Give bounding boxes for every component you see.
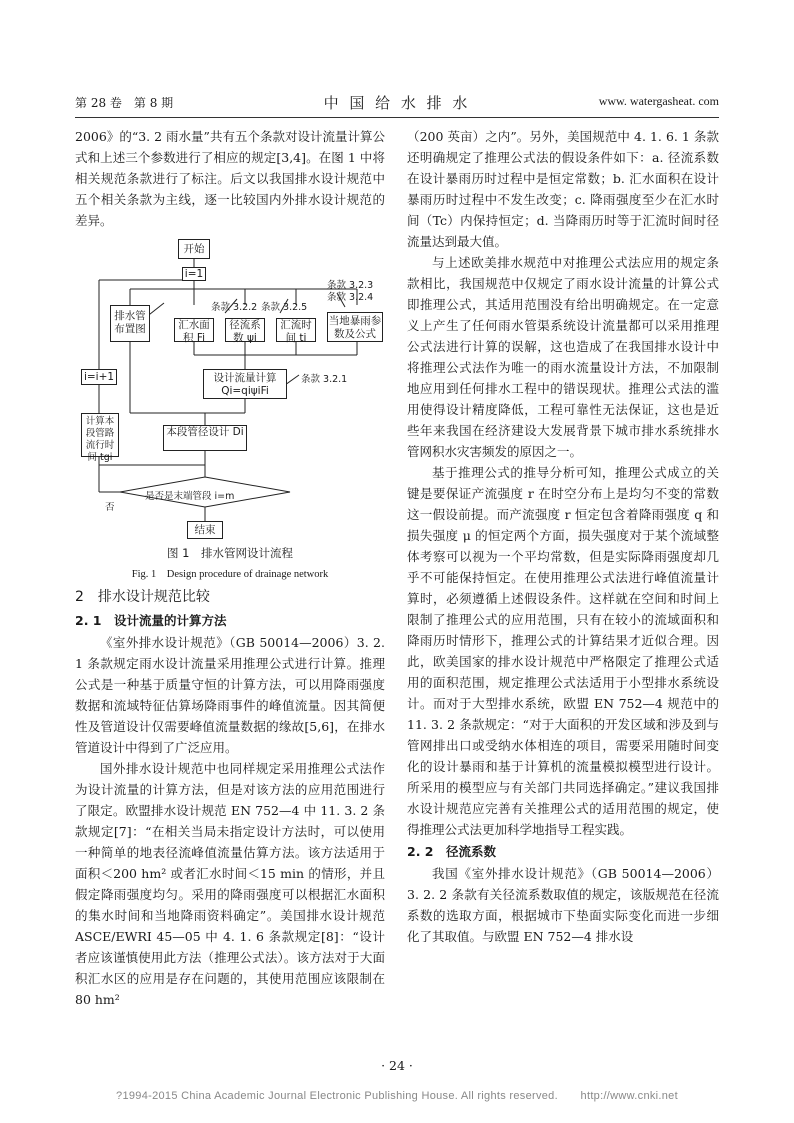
running-header bbox=[75, 92, 719, 112]
flow-init: i=1 bbox=[182, 267, 206, 281]
paragraph: 2006》的“3. 2 雨水量”共有五个条款对设计流量计算公式和上述三个参数进行了相应的规定[3,4]。在图 1 中将相关规范条款进行了标注。后文以我国排水设计规范中五个相关条款为主线，逐一比较国内外排水设计规范的差异。 bbox=[75, 129, 385, 228]
clause-label: 条款 3.2.5 bbox=[261, 302, 308, 313]
subsection-heading: 2. 2 径流系数 bbox=[407, 844, 496, 859]
flowchart-figure bbox=[75, 235, 385, 543]
page-number: · 24 · bbox=[381, 1058, 413, 1073]
flow-layout: 排水管布置图 bbox=[110, 305, 150, 342]
copyright-footer: ?1994-2015 China Academic Journal Electronic Publishing House. All rights reserved. http://www.cnki.net bbox=[116, 1090, 678, 1102]
figure-caption-en: Fig. 1 Design procedure of drainage network bbox=[131, 569, 329, 580]
clause-label: 条款 3.2.3 bbox=[327, 280, 374, 291]
flow-pipe-design: 本段管径设计 Di bbox=[163, 425, 247, 451]
flow-end: 结束 bbox=[187, 521, 223, 539]
right-column bbox=[407, 126, 719, 947]
journal-website: www. watergasheat. com bbox=[598, 94, 719, 108]
header-rule bbox=[75, 117, 719, 118]
paragraph: （200 英亩）之内”。另外，美国规范中 4. 1. 6. 1 条款还明确规定了推理公式法的假设条件如下：a. 径流系数在设计暴雨历时过程中是恒定常数；b. 汇水面积在设计暴雨历时过程中不发生改变；c. 降雨强度至少在汇水时间（Tc）内保持恒定；d. 当降雨历时等于汇流时间时径流量达到最大值。 bbox=[407, 129, 719, 249]
subsection-heading: 2. 1 设计流量的计算方法 bbox=[75, 613, 227, 628]
section-heading: 2 排水设计规范比较 bbox=[75, 589, 210, 605]
paragraph: 《室外排水设计规范》（GB 50014—2006）3. 2. 1 条款规定雨水设计流量采用推理公式进行计算。推理公式是一种基于质量守恒的计算方法，可以用降雨强度数据和流域特征估算场降雨事件的峰值流量。因其简便性及管道设计仅需要峰值流量数据的缘故[5,6]，在排水管道设计中得到了广泛应用。 bbox=[75, 635, 385, 755]
volume-issue: 第 28 卷 第 8 期 bbox=[75, 96, 174, 110]
figure-caption-cn: 图 1 排水管网设计流程 bbox=[167, 546, 293, 560]
flow-time: 汇流时间 ti bbox=[276, 318, 316, 342]
journal-title: 中 国 给 水 排 水 bbox=[323, 94, 471, 112]
paragraph: 我国《室外排水设计规范》（GB 50014—2006）3. 2. 2 条款有关径流系数取值的规定，该版规范在径流系数的选取方面，根据城市下垫面实际变化而进一步细化了其取值。与欧盟 EN 752—4 排水设 bbox=[407, 866, 719, 944]
flow-coefficient: 径流系数 ψi bbox=[225, 318, 265, 342]
flow-travel-time: 计算本段管路流行时间 tgi bbox=[81, 413, 119, 457]
flow-start: 开始 bbox=[178, 239, 210, 259]
clause-label: 条款 3.2.1 bbox=[301, 374, 348, 385]
left-column bbox=[75, 126, 385, 1010]
flow-area: 汇水面积 Fi bbox=[174, 318, 214, 342]
flow-rain-params: 当地暴雨参数及公式 bbox=[327, 312, 383, 342]
paragraph: 基于推理公式的推导分析可知，推理公式成立的关键是要保证产流强度 r 在时空分布上是均匀不变的常数这一假设前提。而产流强度 r 恒定包含着降雨强度 q 和损失强度 μ 的恒定两个方面，损失强度对于某个流域整体考察可以视为一个平均常数，但是实际降雨强度却几乎不可能保持恒定。在使用推理公式法进行峰值流量计算时，必须遵循上述假设条件。这样就在空间和时间上限制了推理公式的应用范围，只有在较小的流域面积和降雨历时情形下，推理公式的计算结果才近似合理。因此，欧美国家的排水设计规范中严格限定了推理公式适用的面积范围，规定推理公式法适用于小型排水系统设计。而对于大型排水系统，欧盟 EN 752—4 规范中的 11. 3. 2 条款规定：“对于大面积的开发区域和涉及到与管网排出口或受纳水体相连的项目，需要采用随时间变化的设计暴雨和基于计算机的流量模拟模型进行设计。所采用的模型应与有关部门共同选择确定。”建议我国排水设计规范应完善有关推理公式的适用范围的规定，使得推理公式法更加科学地指导工程实践。 bbox=[407, 465, 719, 837]
paragraph: 国外排水设计规范中也同样规定采用推理公式法作为设计流量的计算方法，但是对该方法的应用范围进行了限定。欧盟排水设计规范 EN 752—4 中 11. 3. 2 条款规定[7]：“在相关当局未指定设计方法时，可以使用一种简单的地表径流峰值流量估算方法。该方法适用于面积＜200 hm² 或者汇水时间＜15 min 的情形，并且假定降雨强度均匀。采用的降雨强度可以根据汇水面积的集水时间和当地降雨资料确定”。美国排水设计规范 ASCE/EWRI 45—05 中 4. 1. 6 条款规定[8]：“设计者应该谨慎使用此方法（推理公式法）。该方法对于大面积汇水区的应用是存在问题的，其使用范围应该限制在 80 hm² bbox=[75, 761, 385, 1007]
clause-label: 条款 3.2.4 bbox=[327, 292, 374, 303]
flow-decision: 是否是末端管段 i=m bbox=[145, 491, 235, 502]
clause-label: 条款 3.2.2 bbox=[211, 302, 258, 313]
flow-design-flow: 设计流量计算 Qi=qiψiFi bbox=[203, 369, 287, 399]
paragraph: 与上述欧美排水规范中对推理公式法应用的规定条款相比，我国规范中仅规定了雨水设计流量的计算公式即推理公式，其适用范围没有给出明确规定。在一定意义上产生了任何雨水管渠系统设计流量都可以采用推理公式法进行计算的误解，这也造成了在我国排水设计中将推理公式法作为唯一的雨水流量设计方法，不加限制地应用到任何排水工程中的错误现状。推理公式法的滥用使得设计精度降低，工程可靠性无法保证，这也是近些年来我国在经济建设大发展背景下城市排水系统排水管网积水灾害频发的原因之一。 bbox=[407, 255, 719, 459]
flow-increment: i=i+1 bbox=[81, 369, 117, 385]
flow-no-label: 否 bbox=[105, 502, 115, 513]
